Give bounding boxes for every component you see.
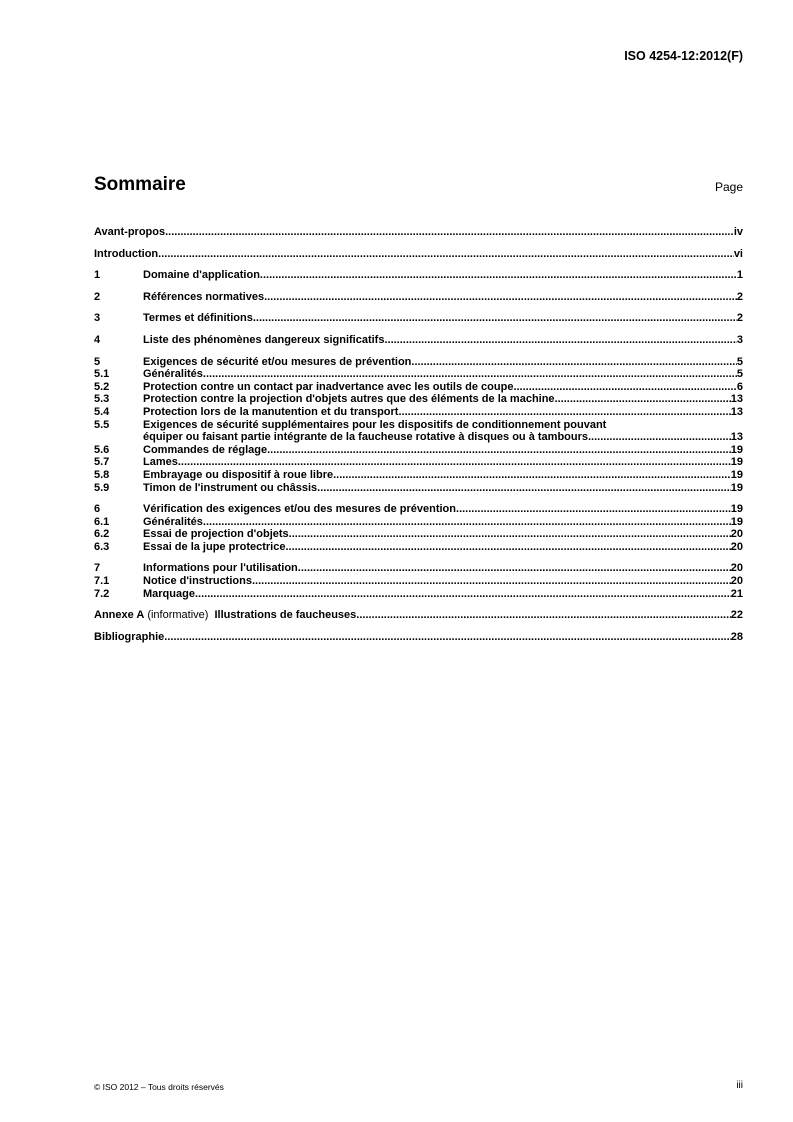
toc-entry-5-7[interactable]: 5.7 Lames ..... 19 (94, 456, 743, 469)
toc-entry-5-9[interactable]: 5.9 Timon de l'instrument ou châssis ..... 19 (94, 482, 743, 495)
toc-entry-bibliographie[interactable]: Bibliographie ..... 28 (94, 631, 743, 644)
toc-entry-5-3[interactable]: 5.3 Protection contre la projection d'objets autres que des éléments de la machine ..... 13 (94, 393, 743, 406)
toc-entry-6-2[interactable]: 6.2 Essai de projection d'objets ..... 20 (94, 528, 743, 541)
toc-entry-7-2[interactable]: 7.2 Marquage ..... 21 (94, 588, 743, 601)
toc-entry-5-5[interactable]: 5.5 Exigences de sécurité supplémentaires pour les dispositifs de conditionnement pouvant (94, 418, 607, 431)
toc-entry-5-5-continued[interactable]: équiper ou faisant partie intégrante de la faucheuse rotative à disques ou à tambours ..... 13 (94, 431, 743, 444)
toc-entry-5-2[interactable]: 5.2 Protection contre un contact par inadvertance avec les outils de coupe ..... 6 (94, 381, 743, 394)
toc-entry-7[interactable]: 7 Informations pour l'utilisation ..... 20 (94, 562, 743, 575)
toc-entry-1[interactable]: 1 Domaine d'application ..... 1 (94, 269, 743, 282)
toc-entry-5-4[interactable]: 5.4 Protection lors de la manutention et du transport ..... 13 (94, 406, 743, 419)
toc-entry-5-6[interactable]: 5.6 Commandes de réglage ..... 19 (94, 444, 743, 457)
toc-entry-2[interactable]: 2 Références normatives ..... 2 (94, 291, 743, 304)
toc-entry-introduction[interactable]: Introduction ..... vi (94, 248, 743, 261)
toc-entry-6-1[interactable]: 6.1 Généralités ..... 19 (94, 516, 743, 529)
toc-entry-3[interactable]: 3 Termes et définitions ..... 2 (94, 312, 743, 325)
toc-entry-5-1[interactable]: 5.1 Généralités ..... 5 (94, 368, 743, 381)
copyright-footer: © ISO 2012 – Tous droits réservés (94, 1082, 224, 1092)
page-column-label: Page (714, 180, 743, 194)
toc-entry-annex-a[interactable]: Annexe A (informative) Illustrations de faucheuses ..... 22 (94, 609, 743, 622)
document-id-header: ISO 4254-12:2012(F) (624, 49, 743, 63)
toc-entry-6[interactable]: 6 Vérification des exigences et/ou des mesures de prévention ..... 19 (94, 503, 743, 516)
toc-entry-7-1[interactable]: 7.1 Notice d'instructions ..... 20 (94, 575, 743, 588)
toc-entry-4[interactable]: 4 Liste des phénomènes dangereux significatifs ..... 3 (94, 334, 743, 347)
toc-entry-5[interactable]: 5 Exigences de sécurité et/ou mesures de prévention ..... 5 (94, 356, 743, 369)
page-number: iii (736, 1080, 743, 1091)
toc-entry-avant-propos[interactable]: Avant-propos ..... iv (94, 226, 743, 239)
page-title: Sommaire (94, 174, 186, 195)
table-of-contents (94, 226, 743, 652)
toc-entry-5-8[interactable]: 5.8 Embrayage ou dispositif à roue libre ..... 19 (94, 469, 743, 482)
toc-entry-6-3[interactable]: 6.3 Essai de la jupe protectrice ..... 20 (94, 541, 743, 554)
